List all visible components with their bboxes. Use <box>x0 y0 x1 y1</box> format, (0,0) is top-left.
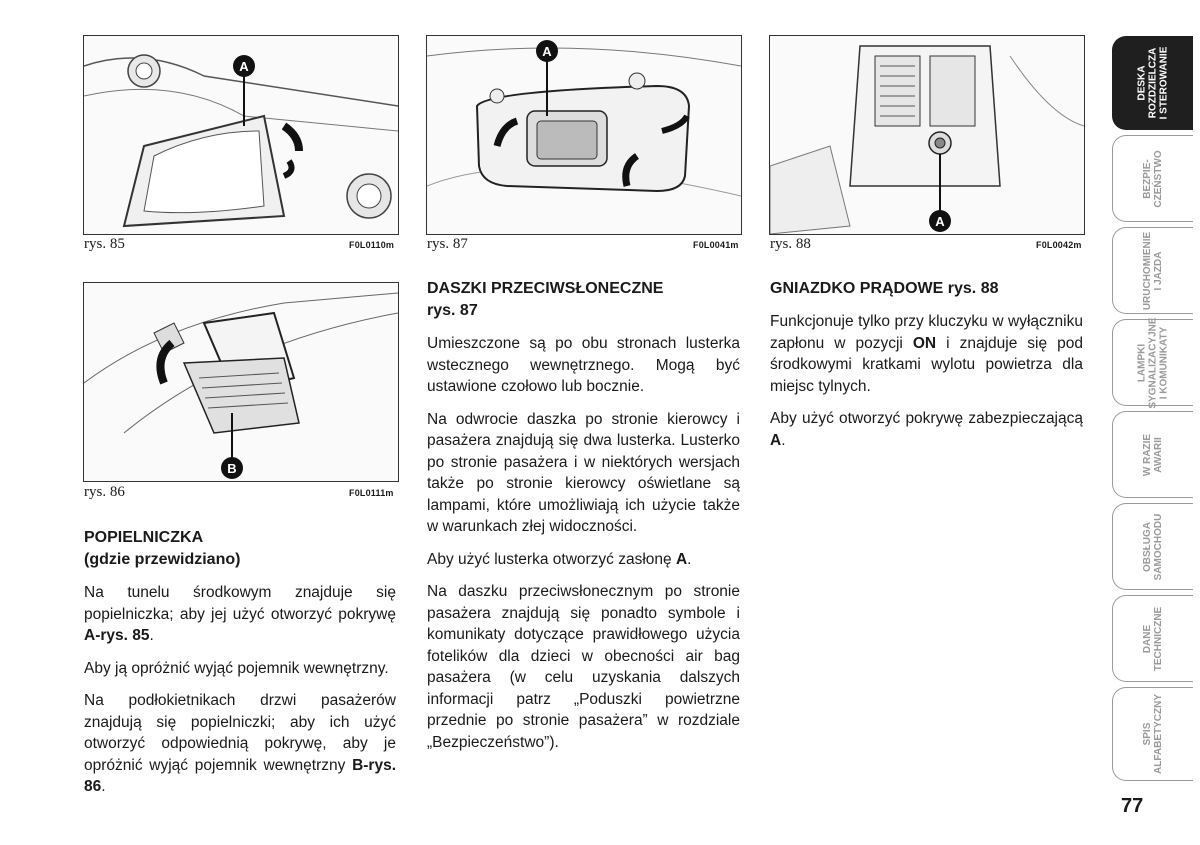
power-socket-paragraph-1: Funkcjonuje tylko przy kluczyku w wyłączniku zapłonu w pozycji ON i znajduje się pod środkowymi kratkami wylotu powietrza dla miejsc tylnych. <box>770 313 1083 395</box>
figure-87-caption: rys. 87 <box>427 236 468 252</box>
svg-text:A: A <box>935 214 945 229</box>
ashtray-paragraph-3: Na podłokietnikach drzwi pasażerów znajdują się popielniczki; aby ich użyć otworzyć odpowiednią pokrywę, aby je opróżnić wyjąć pojemnik wewnętrzny B-rys. 86. <box>84 692 396 795</box>
tab-safety[interactable]: BEZPIE- CZEŃSTWO <box>1112 135 1193 222</box>
tab-dashboard-controls[interactable]: DESKA ROZDZIELCZA I STEROWANIE <box>1112 36 1193 130</box>
svg-text:A: A <box>542 44 552 59</box>
sun-visor-heading-line1: DASZKI PRZECIWSŁONECZNE <box>427 280 664 297</box>
tab-maintenance[interactable]: OBSŁUGA SAMOCHODU <box>1112 503 1193 590</box>
tab-technical-data[interactable]: DANE TECHNICZNE <box>1112 595 1193 682</box>
ashtray-section <box>84 527 396 809</box>
figure-86-door-ashtray <box>83 282 399 482</box>
sun-visor-paragraph-2: Na odwrocie daszka po stronie kierowcy i pasażera znajdują się dwa lusterka. Lusterko po stronie pasażera i w niektórych wersjach także po stronie kierowcy oświetlane są lampami, które umożliwiają ich użycie także w warunkach złej widoczności. <box>427 410 740 535</box>
sun-visor-heading-line2: rys. 87 <box>427 302 478 319</box>
svg-text:A: A <box>239 59 249 74</box>
figure-85-code: F0L0110m <box>349 240 395 250</box>
figure-86-caption: rys. 86 <box>84 484 125 500</box>
figure-88-illustration <box>770 36 1084 234</box>
figure-88-code: F0L0042m <box>1036 240 1082 250</box>
ashtray-heading-line1: POPIELNICZKA <box>84 529 204 546</box>
ashtray-paragraph-2: Aby ją opróżnić wyjąć pojemnik wewnętrzny. <box>84 659 389 677</box>
figure-87-sun-visor <box>426 35 742 235</box>
figure-86-illustration <box>84 283 398 481</box>
figure-87-code: F0L0041m <box>693 240 739 250</box>
ashtray-heading <box>84 527 396 571</box>
tab-index[interactable]: SPIS ALFABETYCZNY <box>1112 687 1193 781</box>
sun-visor-paragraph-3: Aby użyć lusterka otworzyć zasłonę A. <box>427 550 692 568</box>
sun-visor-section <box>427 278 740 764</box>
power-socket-heading: GNIAZDKO PRĄDOWE rys. 88 <box>770 280 999 297</box>
figure-85-caption: rys. 85 <box>84 236 125 252</box>
sun-visor-paragraph-1: Umieszczone są po obu stronach lusterka wstecznego wewnętrznego. Mogą być ustawione czołowo lub bocznie. <box>427 335 740 395</box>
power-socket-paragraph-2: Aby użyć otworzyć pokrywę zabezpieczającą A. <box>770 410 1083 449</box>
page-number: 77 <box>1121 795 1144 817</box>
figure-88-power-socket <box>769 35 1085 235</box>
figure-86-code: F0L0111m <box>349 488 394 498</box>
tab-warning-lights[interactable]: LAMPKI SYGNALIZACYJNE I KOMUNIKATY <box>1112 319 1193 406</box>
figure-85-ashtray-tunnel <box>83 35 399 235</box>
power-socket-section <box>770 278 1083 462</box>
ashtray-paragraph-1: Na tunelu środkowym znajduje się popielniczka; aby jej użyć otworzyć pokrywę A-rys. 85. <box>84 584 396 644</box>
sun-visor-heading <box>427 278 740 322</box>
figure-85-illustration <box>84 36 398 234</box>
tab-starting-driving[interactable]: URUCHOMIENIE I JAZDA <box>1112 227 1193 314</box>
tab-emergency[interactable]: W RAZIE AWARII <box>1112 411 1193 498</box>
figure-88-caption: rys. 88 <box>770 236 811 252</box>
sun-visor-paragraph-4: Na daszku przeciwsłonecznym po stronie pasażera znajdują się ponadto symbole i komunikaty dotyczące prawidłowego użycia fotelików dla dzieci w obecności air bag pasażera (w celu uzyskania dalszych informacji patrz „Poduszki powietrzne przednie po stronie pasażera” w rozdziale „Bezpieczeństwo”). <box>427 583 740 751</box>
figure-87-illustration <box>427 36 741 234</box>
svg-text:B: B <box>227 461 237 476</box>
ashtray-heading-line2: (gdzie przewidziano) <box>84 551 241 568</box>
